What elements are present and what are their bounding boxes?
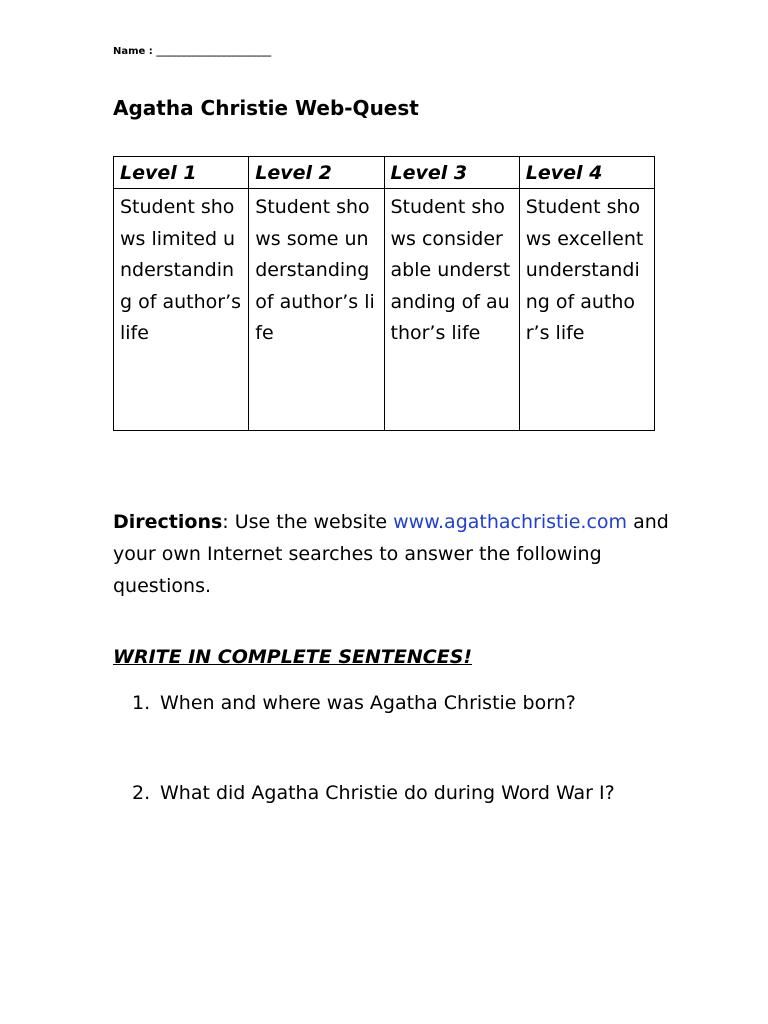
rubric-header-level-4: Level 4 <box>519 157 654 189</box>
rubric-cell-level-2: Student shows some understanding of author’s life <box>249 189 384 431</box>
question-text: When and where was Agatha Christie born? <box>160 692 576 714</box>
directions-label: Directions <box>113 511 223 533</box>
name-field-label: Name : _______________________ <box>113 46 272 57</box>
directions-text-after: and your own Internet searches to answer the following questions. <box>113 511 669 597</box>
question-item <box>132 692 576 714</box>
question-text: What did Agatha Christie do during Word War I? <box>160 782 615 804</box>
question-item <box>132 782 615 804</box>
rubric-description-row <box>114 189 655 431</box>
rubric-cell-level-3: Student shows considerable understanding of author’s life <box>384 189 519 431</box>
rubric-table <box>113 156 655 431</box>
rubric-header-row <box>114 157 655 189</box>
rubric-cell-level-1: Student shows limited understanding of author’s life <box>114 189 249 431</box>
rubric-header-level-2: Level 2 <box>249 157 384 189</box>
directions-paragraph <box>113 506 673 602</box>
question-number: 1. <box>132 692 151 714</box>
page-title: Agatha Christie Web-Quest <box>113 96 419 120</box>
rubric-cell-level-4: Student shows excellent understanding of author’s life <box>519 189 654 431</box>
rubric-header-level-1: Level 1 <box>114 157 249 189</box>
website-link[interactable]: www.agathachristie.com <box>393 511 628 533</box>
rubric-header-level-3: Level 3 <box>384 157 519 189</box>
directions-text-before: : Use the website <box>222 511 394 533</box>
write-instruction-heading: WRITE IN COMPLETE SENTENCES! <box>113 646 473 668</box>
question-number: 2. <box>132 782 151 804</box>
